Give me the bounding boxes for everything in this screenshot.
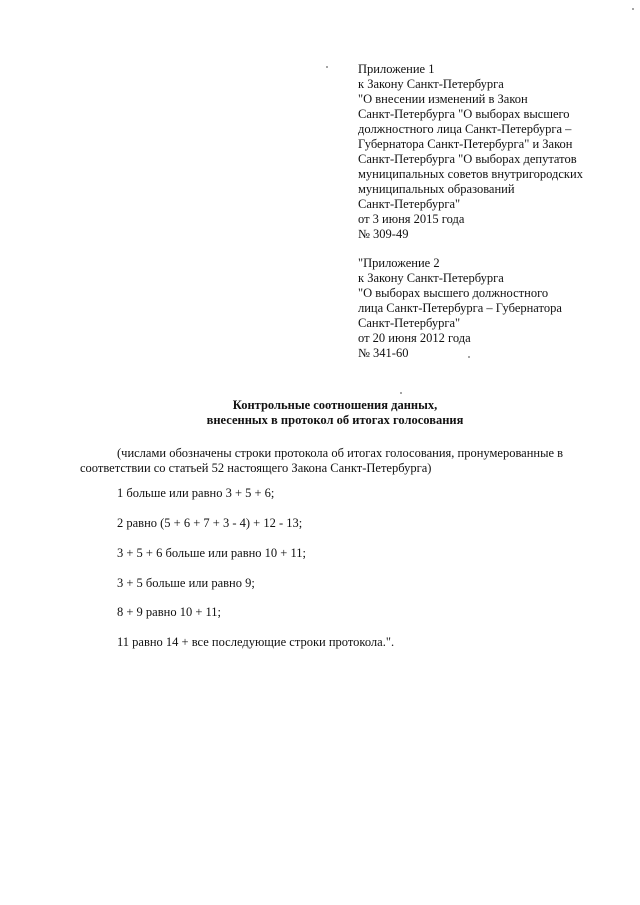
appendix-2-line: "Приложение 2 <box>358 256 440 270</box>
scan-speck <box>632 8 634 10</box>
explanatory-note <box>80 446 600 476</box>
control-relation-1: 1 больше или равно 3 + 5 + 6; <box>117 486 275 500</box>
appendix-1-line: Санкт-Петербурга "О выборах высшего <box>358 107 570 121</box>
appendix-1-line: "О внесении изменений в Закон <box>358 92 528 106</box>
explanatory-note-line-1: (числами обозначены строки протокола об итогах голосования, пронумерованные в <box>117 446 564 460</box>
control-relation-4: 3 + 5 больше или равно 9; <box>117 576 255 590</box>
appendix-2-line: лица Санкт-Петербурга – Губернатора <box>358 301 562 315</box>
appendix-1-line: муниципальных советов внутригородских <box>358 167 583 181</box>
appendix-1-date: от 3 июня 2015 года <box>358 212 465 226</box>
appendix-2-line: к Закону Санкт-Петербурга <box>358 271 504 285</box>
appendix-1-line: Санкт-Петербурга" <box>358 197 461 211</box>
appendix-2-date: от 20 июня 2012 года <box>358 331 471 345</box>
control-relation-3: 3 + 5 + 6 больше или равно 10 + 11; <box>117 546 306 560</box>
appendix-1-line: муниципальных образований <box>358 182 515 196</box>
appendix-2-number: № 341-60 <box>358 346 409 360</box>
explanatory-note-line-2: соответствии со статьей 52 настоящего Закона Санкт-Петербурга) <box>80 461 432 475</box>
scan-speck <box>326 66 328 68</box>
appendix-1-line: Губернатора Санкт-Петербурга" и Закон <box>358 137 573 151</box>
appendix-1-line: Приложение 1 <box>358 62 435 76</box>
appendix-2-line: Санкт-Петербурга" <box>358 316 461 330</box>
scan-speck <box>468 356 470 358</box>
scan-speck <box>400 392 402 394</box>
section-title-line-2: внесенных в протокол об итогах голосования <box>206 413 464 427</box>
appendix-1-header <box>358 62 583 242</box>
appendix-1-number: № 309-49 <box>358 227 409 241</box>
control-relation-6: 11 равно 14 + все последующие строки протокола.". <box>117 635 395 649</box>
control-relation-5: 8 + 9 равно 10 + 11; <box>117 605 221 619</box>
appendix-1-line: к Закону Санкт-Петербурга <box>358 77 504 91</box>
appendix-2-header <box>358 256 562 361</box>
appendix-2-line: "О выборах высшего должностного <box>358 286 549 300</box>
section-title-line-1: Контрольные соотношения данных, <box>232 398 438 412</box>
section-title <box>0 398 640 428</box>
appendix-1-line: должностного лица Санкт-Петербурга – <box>358 122 572 136</box>
appendix-1-line: Санкт-Петербурга "О выборах депутатов <box>358 152 577 166</box>
control-relation-2: 2 равно (5 + 6 + 7 + 3 - 4) + 12 - 13; <box>117 516 303 530</box>
